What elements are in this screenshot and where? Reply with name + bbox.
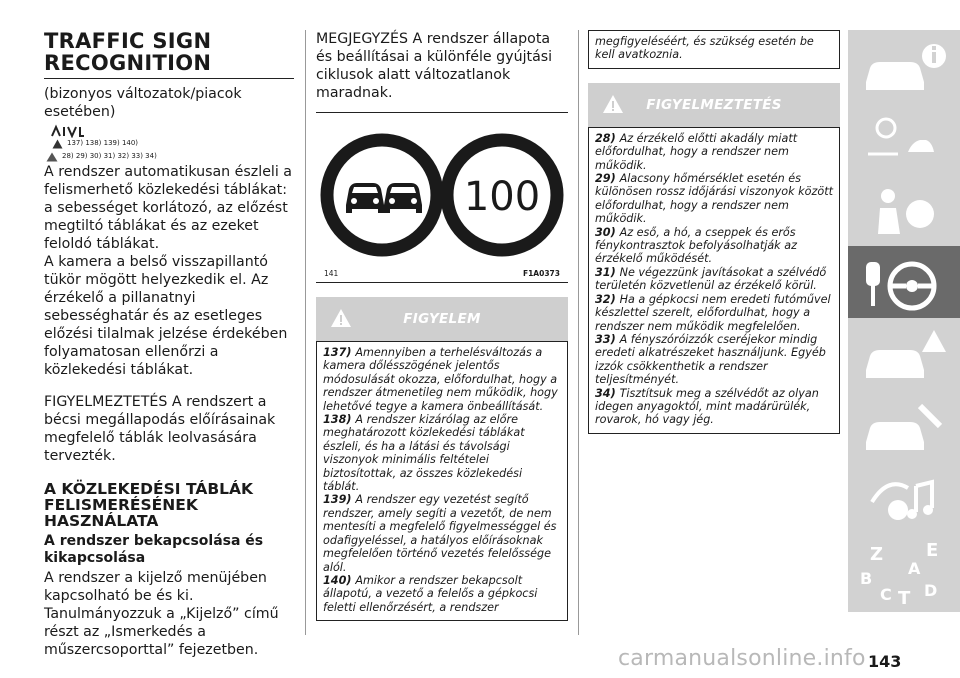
note-item (595, 293, 833, 333)
note-item (323, 413, 561, 493)
vehicle-reference-icon (50, 123, 294, 137)
svg-text:Z: Z (870, 544, 884, 565)
note-item-number: 32) (595, 292, 620, 306)
note-item (323, 346, 561, 413)
traffic-signs-illustration (316, 113, 568, 269)
note-item (323, 574, 561, 614)
note-item-number: 137) (323, 346, 356, 359)
note-item (595, 266, 833, 293)
no-overtaking-sign (327, 140, 437, 250)
warning-triangle-icon (52, 139, 63, 149)
note-item-text: Az eső, a hó, a cseppek és erős fénykontrasztok befolyásolhatják az érzékelő működését. (595, 225, 797, 266)
dashboard-lights-icon[interactable] (848, 102, 960, 180)
svg-text:C: C (880, 585, 892, 604)
svg-text:D: D (924, 581, 938, 600)
note-item (595, 226, 833, 266)
note-item (595, 333, 833, 387)
note-item-text: Tisztítsuk meg a szélvédőt az olyan idegen anyagoktól, mint madárürülék, rovarok, hó vagy jég. (595, 386, 819, 427)
paragraph-intro: A rendszer automatikusan észleli a felismerhető közlekedési táblákat: a sebességet korlátozó, az előzést megtiltó táblákat és az ezeket feloldó táblákat. (44, 164, 293, 252)
title-rule (44, 78, 294, 79)
note-item-number: 29) (595, 172, 620, 186)
note-item-number: 31) (595, 265, 620, 279)
warning-band (316, 297, 568, 341)
car-info-icon[interactable] (848, 30, 960, 108)
paragraph-menu: A rendszer a kijelző menüjében kapcsolható be és ki. Tanulmányozzuk a „Kijelző” című részt az „Ismerkedés a műszercsoporttal” fejezetben. (44, 570, 279, 658)
column-middle (316, 30, 568, 621)
note-item-text: Ne végezzünk javításokat a szélvédő területén közvetlenül az érzékelő körül. (595, 265, 827, 293)
column-divider-2 (578, 30, 579, 635)
note-item-text: A rendszer kizárólag az előre meghatározott közlekedési táblákat észleli, és ha a látási és távolsági viszonyok minimális feltételei biztosítottak, az összes közlekedési táblát. (323, 413, 525, 494)
note-item-text: Amikor a rendszer bekapcsolt állapotú, a vezető a felelős a gépkocsi feletti ellenőrzésért, a rendszer (323, 573, 538, 614)
warning-box (316, 341, 568, 621)
note-item-text: A fényszóróizzók cseréjekor mindig eredeti alkatrészeket használjunk. Egyéb izzók csökkenthetik a rendszer teljesítményét. (595, 332, 826, 387)
speed-limit-sign (447, 140, 557, 250)
note-item-text: Alacsony hőmérséklet esetén és különösen rossz időjárási viszonyok között előfordulhat, hogy a rendszer nem működik. (595, 172, 833, 226)
note-item-number: 140) (323, 573, 356, 587)
steering-wheel-key-icon[interactable] (848, 246, 960, 324)
section-title: TRAFFIC SIGN RECOGNITION (44, 29, 212, 75)
index-letters-icon[interactable] (848, 534, 960, 612)
svg-text:B: B (860, 569, 873, 588)
section-heading-usage: A KÖZLEKEDÉSI TÁBLÁK FELISMERÉSÉNEK HASZNÁLATA (44, 480, 254, 530)
svg-text:A: A (908, 559, 921, 578)
column-right (588, 30, 840, 434)
warning-title: FIGYELEM (403, 311, 481, 327)
note-item-number: 33) (595, 332, 620, 346)
note-item-text: Amennyiben a terhelésváltozás a kamera dőlésszögének jelentős módosulását okozza, előfordulhat, hogy a rendszer átmenetileg nem működik, hogy lehetővé tegye a kamera önbeállítását. (323, 346, 558, 413)
crossrefs-caution: 28) 29) 30) 31) 32) 33) 34) (46, 150, 294, 163)
multimedia-icon[interactable] (848, 462, 960, 540)
caution-title: FIGYELMEZTETÉS (646, 96, 782, 113)
note-item-number: 34) (595, 386, 620, 400)
warning-triangle-icon (330, 308, 352, 328)
note-item (323, 493, 561, 573)
note-item-number: 138) (323, 413, 356, 427)
wrench-car-icon[interactable] (848, 390, 960, 468)
caution-box (588, 127, 840, 434)
caution-triangle-icon (46, 152, 58, 162)
figure-number: 141 (324, 269, 339, 278)
note-item-text: Ha a gépkocsi nem eredeti futóművel készlettel szerelt, előfordulhat, hogy a rendszer nem működik megfelelően. (595, 292, 831, 333)
figure-caption (316, 269, 568, 283)
note-paragraph: MEGJEGYZÉS A rendszer állapota és beállításai a különféle gyújtási ciklusok alatt változatlanok maradnak. (316, 31, 553, 101)
note-item (595, 172, 833, 226)
svg-text:E: E (926, 540, 939, 561)
note-item-number: 30) (595, 225, 620, 239)
airbag-icon[interactable] (848, 174, 960, 252)
subheading-switching: A rendszer bekapcsolása és kikapcsolása (44, 533, 264, 566)
paragraph-camera: A kamera a belső visszapillantó tükör mögött helyezkedik el. Az érzékelő a pillanatnyi sebességhatár és az esetleges előzési tilalmak jelzése érdekében folyamatosan ellenőrzi a közlekedési táblákat. (44, 254, 288, 378)
subtitle: (bizonyos változatok/piacok esetében) (44, 86, 242, 120)
crossrefs-warning: 137) 138) 139) 140) (52, 137, 294, 150)
watermark: carmanualsonline.info (618, 646, 866, 671)
svg-text:T: T (898, 588, 911, 609)
warning-continuation-box: megfigyeléséért, és szükség esetén be kell avatkoznia. (588, 30, 840, 69)
note-item-number: 139) (323, 493, 356, 507)
caution-band (588, 83, 840, 127)
speed-limit-value: 100 (463, 174, 541, 220)
column-divider (305, 30, 306, 635)
car-warning-icon[interactable] (848, 318, 960, 396)
paragraph-warning: FIGYELMEZTETÉS A rendszert a bécsi megállapodás előírásainak megfelelő táblák leolvasására tervezték. (44, 394, 276, 464)
figure-code: F1A0373 (522, 269, 560, 278)
note-item-text: Az érzékelő előtti akadály miatt előfordulhat, hogy a rendszer nem működik. (595, 131, 798, 172)
note-item (595, 387, 833, 427)
note-item-text: A rendszer egy vezetést segítő rendszer, amely segíti a vezetőt, de nem mentesíti a megfelelő figyelmességgel és odafigyeléssel, a hatályos előírásoknak megfelelően történő vezetés felelőssége alól. (323, 493, 557, 574)
note-item (595, 132, 833, 172)
page-number: 143 (868, 652, 902, 671)
figure-traffic-signs (316, 113, 568, 269)
column-left (44, 30, 294, 659)
note-item-number: 28) (595, 131, 620, 145)
caution-triangle-icon (602, 94, 624, 114)
